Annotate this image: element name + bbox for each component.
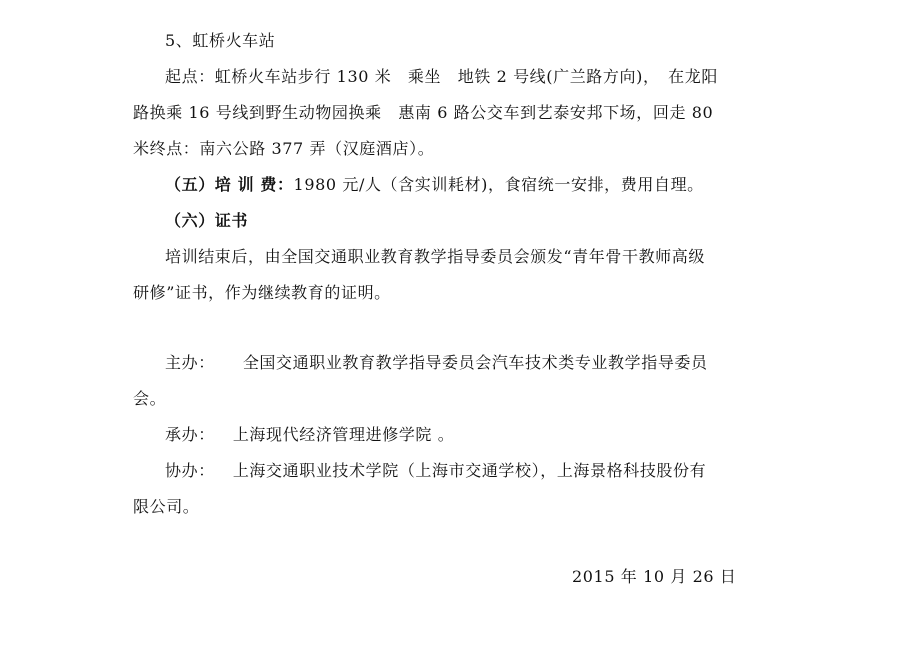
certificate-line-2: 研修”证书，作为继续教育的证明。 [133, 283, 391, 302]
co-organizer-value: 上海交通职业技术学院（上海市交通学校），上海景格科技股份有 [232, 461, 707, 480]
fee-paragraph [165, 174, 704, 196]
host-label: 主办： [165, 353, 215, 372]
document-date: 2015 年 10 月 26 日 [572, 567, 737, 586]
certificate-line-1: 培训结束后，由全国交通职业教育教学指导委员会颁发“青年骨干教师高级 [165, 247, 705, 266]
host-line-2: 会。 [133, 389, 167, 408]
undertaker-value: 上海现代经济管理进修学院 。 [232, 425, 455, 444]
co-organizer-line-2: 限公司。 [133, 497, 200, 516]
undertaker-label: 承办： [165, 425, 215, 444]
fee-text: 1980 元/人（含实训耗材)，食宿统一安排，费用自理。 [293, 175, 704, 194]
route-line-2: 路换乘 16 号线到野生动物园换乘 惠南 6 路公交车到艺泰安邦下场，回走 80 [133, 103, 714, 122]
host-value: 全国交通职业教育教学指导委员会汽车技术类专业教学指导委员 [242, 353, 708, 372]
route-line-1: 起点：虹桥火车站步行 130 米 乘坐 地铁 2 号线(广兰路方向)， 在龙阳 [165, 67, 718, 86]
host-line-1 [165, 352, 708, 374]
co-organizer-label: 协办： [165, 461, 215, 480]
co-organizer-line-1 [165, 460, 706, 482]
section5-heading: 5、虹桥火车站 [165, 31, 276, 50]
undertaker-line [165, 424, 454, 446]
fee-label: （五）培 训 费： [165, 175, 294, 194]
certificate-heading: （六）证书 [165, 211, 249, 230]
route-line-3: 米终点：南六公路 377 弄（汉庭酒店）。 [133, 139, 435, 158]
